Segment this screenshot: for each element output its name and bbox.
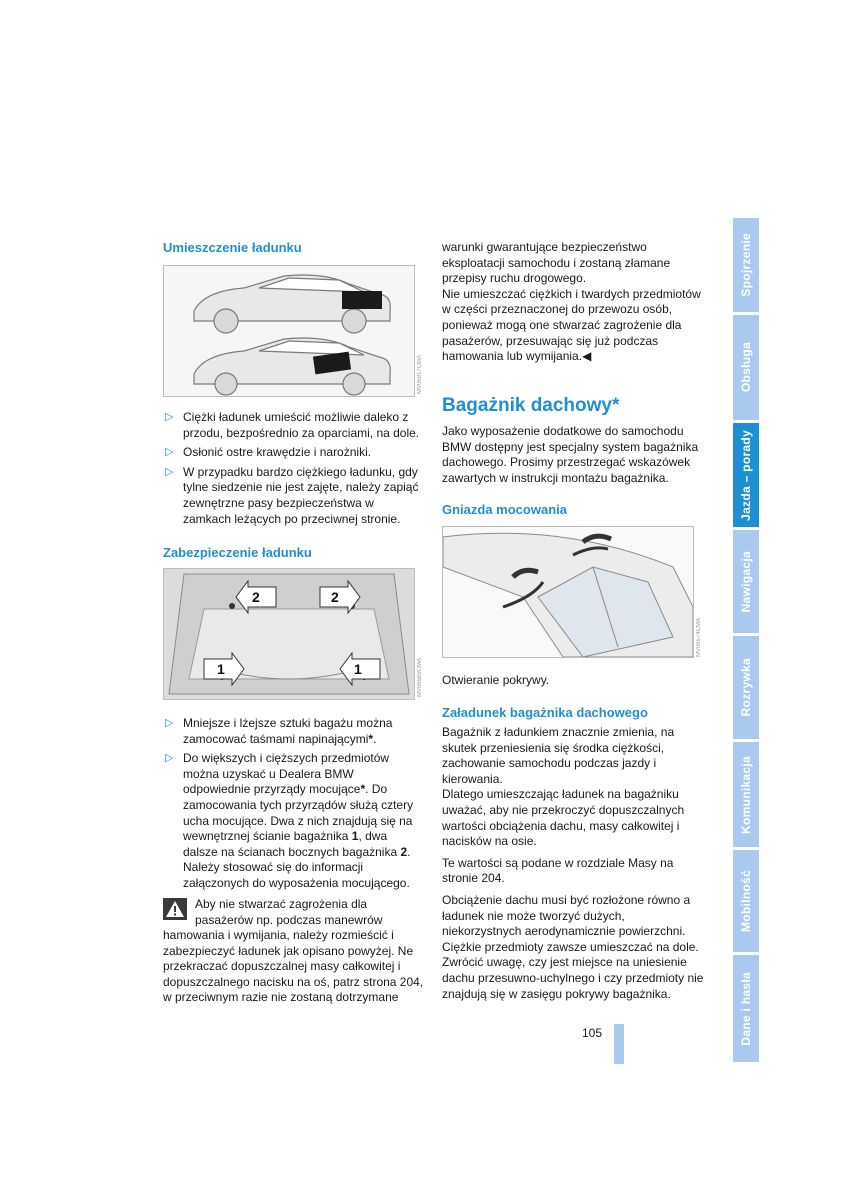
tab-dane-hasla[interactable]: Dane i hasła — [733, 955, 759, 1062]
warning-lines — [195, 897, 425, 928]
roof-illustration — [443, 527, 693, 657]
list-item: ▷ W przypadku bardzo ciężkiego ładunku, gdy tylne siedzenie nie jest zajęte, należy zapiąć zewnętrzne pasy bezpieczeństwa w zamkach leżących po przeciwnej stronie. — [165, 464, 419, 526]
end-mark-icon: ◀ — [582, 349, 592, 364]
figure-code: MV06917CMA — [417, 355, 423, 395]
section-heading-roof: Bagażnik dachowy* — [442, 395, 620, 416]
tab-spojrzenie[interactable]: Spojrzenie — [733, 218, 759, 312]
figure-code: MV06569CMA — [417, 658, 423, 698]
tab-jazda-porady[interactable]: Jazda – porady — [733, 423, 759, 527]
section-heading-placement: Umieszczenie ładunku — [163, 240, 302, 255]
warning-icon — [163, 898, 187, 920]
loading-text — [442, 725, 707, 1002]
securing-list — [163, 716, 423, 896]
figure-code: MV06574CMA — [696, 618, 702, 658]
tab-mobilnosc[interactable]: Mobilność — [733, 850, 759, 952]
paragraph: Nie umieszczać ciężkich i twardych przedmiotów w części przeznaczonej do przewozu osób, ponieważ mogą one stwarzać zagrożenie dla pasażerów, przesuwając się już podczas hamowania lub wymijania.◀ — [442, 286, 701, 364]
warning-text: hamowania i wymijania, należy rozmieścić i zabezpieczyć ładunek jak opisano powyżej. Ne przekraczać dopuszczalnej masy całkowitej i dopuszczalnego nacisku na oś, patrz strona 204, w przeciwnym razie nie zostaną dotrzymane — [163, 928, 424, 1005]
warning-line: pasażerów np. podczas manewrów — [195, 912, 383, 927]
tab-nawigacja[interactable]: Nawigacja — [733, 530, 759, 633]
paragraph: Te wartości są podane w rozdziale Masy na stronie 204. — [442, 855, 674, 886]
paragraph: warunki gwarantujące bezpieczeństwo eksploatacji samochodu i zostaną złamane przepisy ruchu drogowego. — [442, 240, 671, 286]
list-item: ▷ Mniejsze i lżejsze sztuki bagażu można zamocować taśmami napinającymi*. — [165, 716, 393, 746]
tab-rozrywka[interactable]: Rozrywka — [733, 636, 759, 739]
page-bar — [614, 1024, 624, 1064]
section-heading-sockets: Gniazda mocowania — [442, 502, 567, 517]
tab-komunikacja[interactable]: Komunikacja — [733, 742, 759, 847]
roof-figure — [442, 526, 694, 658]
placement-list — [163, 410, 423, 531]
tab-obsluga[interactable]: Obsługa — [733, 315, 759, 420]
trunk-label: 1 — [354, 661, 362, 677]
page-number: 105 — [582, 1026, 603, 1040]
roof-text: Jako wyposażenie dodatkowe do samochodu BMW dostępny jest specjalny system bagażnika dachowego. Prosimy przestrzegać wskazówek zawartych w instrukcji montażu bagażnika. — [442, 424, 699, 485]
continued-text — [442, 240, 704, 365]
trunk-label: 2 — [252, 589, 260, 605]
sockets-caption: Otwieranie pokrywy. — [442, 673, 550, 687]
trunk-illustration — [164, 569, 414, 699]
trunk-label: 1 — [217, 661, 225, 677]
list-item: ▷ Osłonić ostre krawędzie i narożniki. — [165, 445, 372, 460]
car-side-illustration — [164, 266, 414, 396]
list-item: ▷ Do większych i cięższych przedmiotów można uzyskać u Dealera BMW odpowiednie przyrządy mocujące*. Do zamocowania tych przyrządów służą cztery ucha mocujące. Dwa z nich znajdują się na wewnętrznej ścianie bagażnika 1, dwa dalsze na ścianach bocznych bagażnika 2. Należy stosować się do informacji załączonych do wyposażenia mocującego. — [165, 751, 414, 890]
paragraph: Bagażnik z ładunkiem znacznie zmienia, na skutek przeniesienia się środka ciężkości, zachowanie samochodu podczas jazdy i kierowania. — [442, 725, 675, 786]
section-heading-loading: Załadunek bagażnika dachowego — [442, 705, 648, 720]
list-item: ▷ Ciężki ładunek umieścić możliwie daleko z przodu, bezpośrednio za oparciami, na dole. — [165, 410, 420, 440]
paragraph: Obciążenie dachu musi być rozłożone równo a ładunek nie może tworzyć dużych, niekorzystnych aerodynamicznie powierzchni. Ciężkie przedmioty zawsze umieszczać na dole. Zwrócić uwagę, czy jest miejsce na uniesienie dachu przesuwno-uchylnego i czy przedmioty nie znajdują się w zasięgu pokrywy bagażnika. — [442, 892, 704, 1001]
car-loading-figure — [163, 265, 415, 397]
trunk-label: 2 — [331, 589, 339, 605]
paragraph: Dlatego umieszczając ładunek na bagażniku uważać, aby nie przekroczyć dopuszczalnych wartości obciążenia dachu, masy całkowitej i nacisków na osie. — [442, 787, 685, 849]
trunk-figure — [163, 568, 415, 700]
section-heading-securing: Zabezpieczenie ładunku — [163, 545, 312, 560]
warning-line: Aby nie stwarzać zagrożenia dla — [195, 897, 368, 911]
